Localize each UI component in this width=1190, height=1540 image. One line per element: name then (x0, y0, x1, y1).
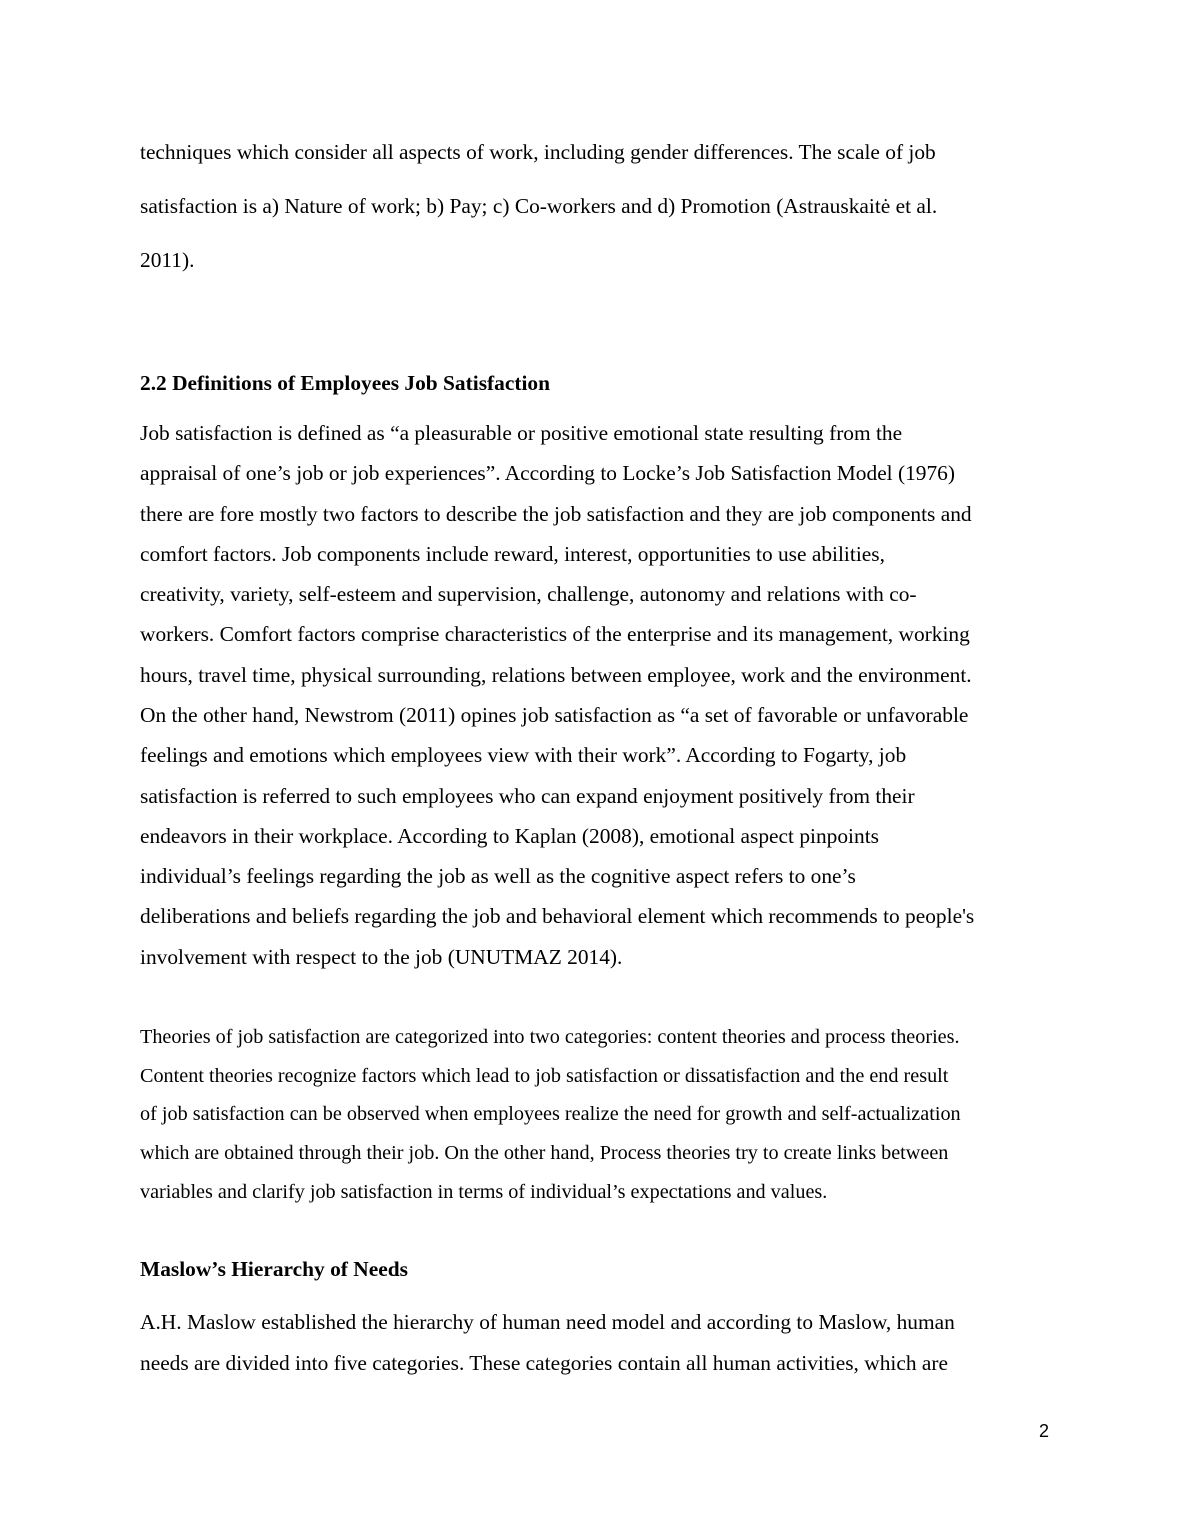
paragraph-line: Content theories recognize factors which lead to job satisfaction or dissatisfaction and the end result (140, 1065, 949, 1087)
paragraph-line: which are obtained through their job. On the other hand, Process theories try to create links between (140, 1142, 949, 1164)
paragraph-line: endeavors in their workplace. According to Kaplan (2008), emotional aspect pinpoints (140, 824, 879, 848)
paragraph-line: deliberations and beliefs regarding the job and behavioral element which recommends to people's (140, 904, 975, 928)
paragraph-line: Job satisfaction is defined as “a pleasurable or positive emotional state resulting from the (140, 421, 903, 445)
section-heading-definitions: 2.2 Definitions of Employees Job Satisfaction (140, 371, 550, 395)
page-number: 2 (1039, 1421, 1050, 1441)
paragraph-line: On the other hand, Newstrom (2011) opines job satisfaction as “a set of favorable or unfavorable (140, 703, 969, 727)
paragraph-line: Theories of job satisfaction are categorized into two categories: content theories and process theories. (140, 1026, 960, 1048)
paragraph-line: A.H. Maslow established the hierarchy of human need model and according to Maslow, human (140, 1310, 955, 1334)
paragraph-line: feelings and emotions which employees view with their work”. According to Fogarty, job (140, 743, 907, 767)
paragraph-line: 2011). (140, 248, 195, 272)
paragraph-line: hours, travel time, physical surrounding, relations between employee, work and the environment. (140, 663, 972, 687)
paragraph-line: individual’s feelings regarding the job as well as the cognitive aspect refers to one’s (140, 864, 856, 888)
paragraph-line: appraisal of one’s job or job experiences”. According to Locke’s Job Satisfaction Model (1976) (140, 461, 956, 485)
paragraph-line: workers. Comfort factors comprise characteristics of the enterprise and its management, working (140, 622, 970, 646)
paragraph-line: techniques which consider all aspects of work, including gender differences. The scale of job (140, 140, 936, 164)
paragraph-line: involvement with respect to the job (UNUTMAZ 2014). (140, 945, 623, 969)
paragraph-line: of job satisfaction can be observed when employees realize the need for growth and self-actualization (140, 1103, 961, 1125)
paragraph-line: comfort factors. Job components include reward, interest, opportunities to use abilities, (140, 542, 885, 566)
section-heading-maslow: Maslow’s Hierarchy of Needs (140, 1257, 408, 1281)
paragraph-line: satisfaction is a) Nature of work; b) Pay; c) Co-workers and d) Promotion (Astrauskaitė et al. (140, 194, 938, 218)
paragraph-line: needs are divided into five categories. These categories contain all human activities, which are (140, 1351, 948, 1375)
paragraph-line: creativity, variety, self-esteem and supervision, challenge, autonomy and relations with co- (140, 582, 917, 606)
paragraph-line: satisfaction is referred to such employees who can expand enjoyment positively from their (140, 784, 915, 808)
paragraph-line: there are fore mostly two factors to describe the job satisfaction and they are job components and (140, 502, 972, 526)
paragraph-line: variables and clarify job satisfaction in terms of individual’s expectations and values. (140, 1181, 828, 1203)
